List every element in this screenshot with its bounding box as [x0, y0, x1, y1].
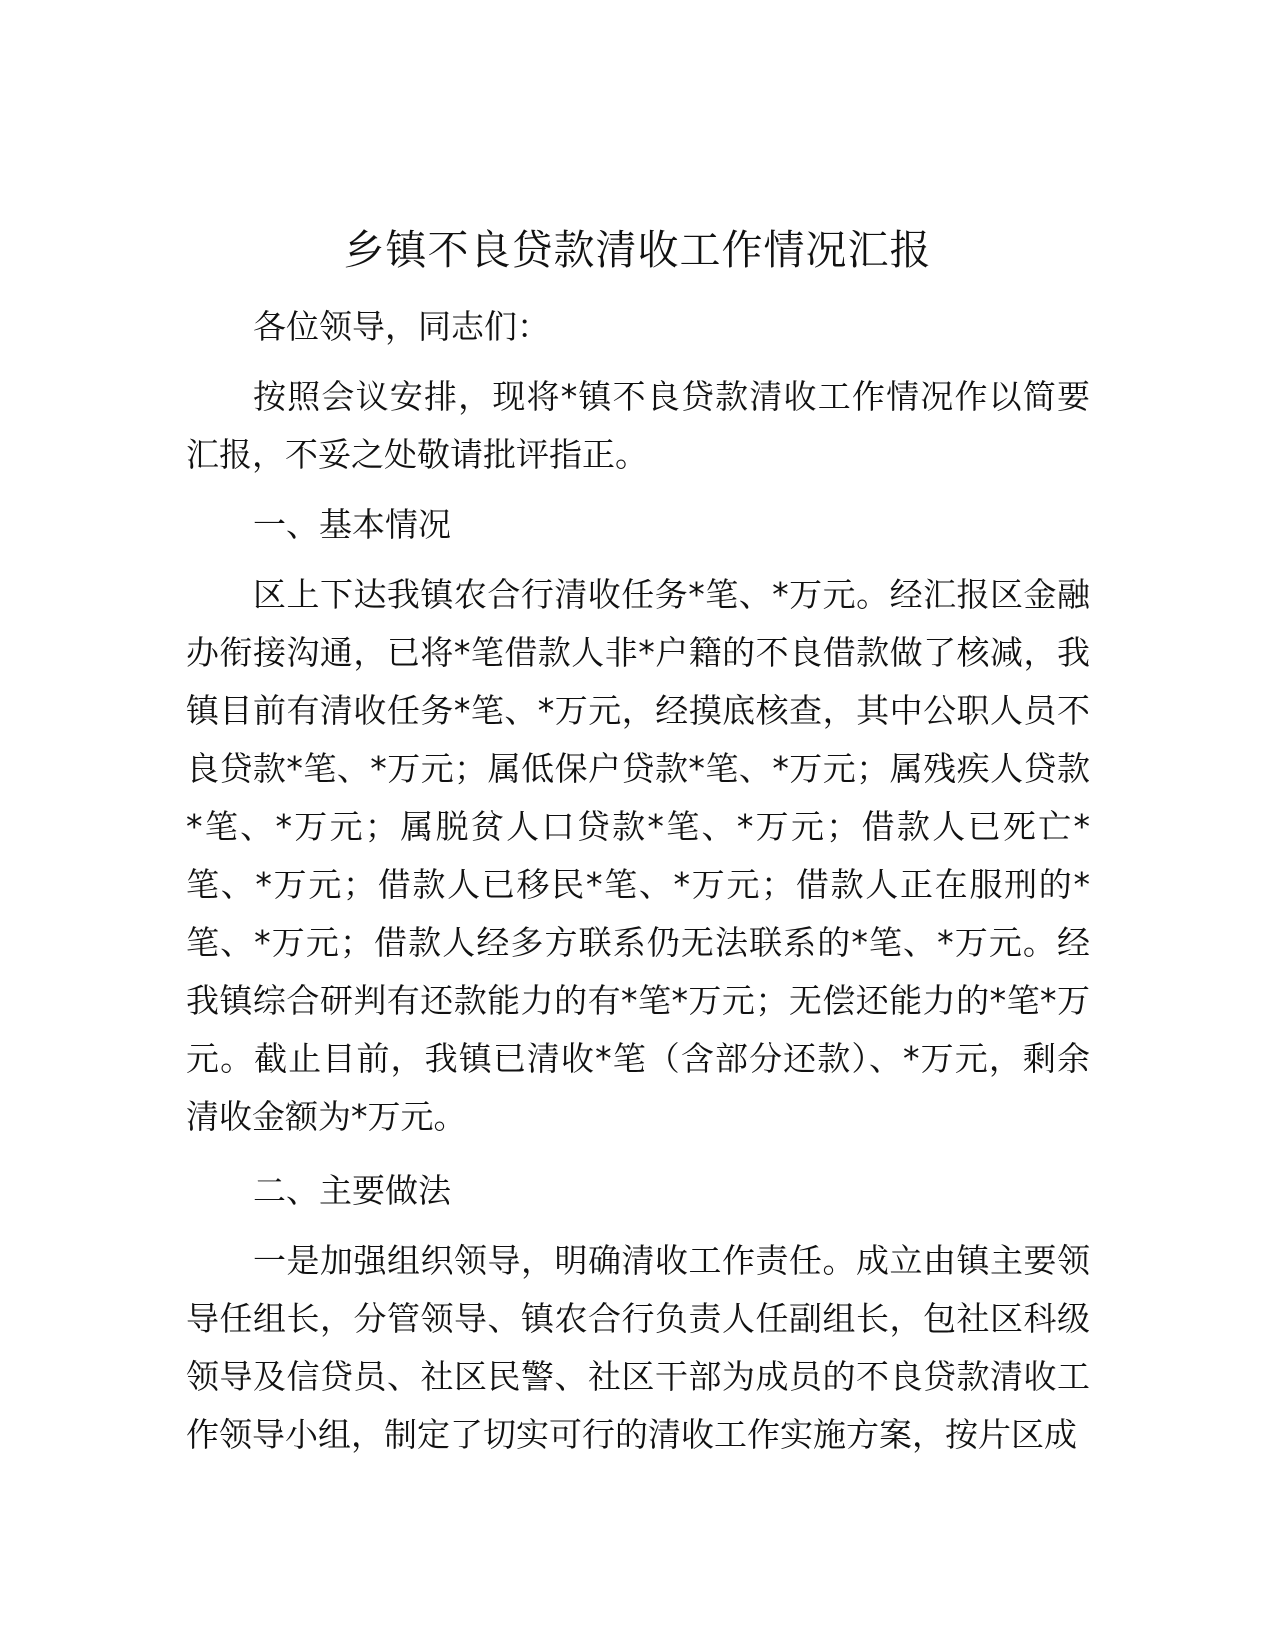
main-practices-paragraph: 一是加强组织领导，明确清收工作责任。成立由镇主要领导任组长，分管领导、镇农合行负责人任副组长，包社区科级领导及信贷员、社区民警、社区干部为成员的不良贷款清收工作领导小组，制定了切实可行的清收工作实施方案，按片区成: [186, 1241, 1090, 1454]
section-heading-main-practices: 二、主要做法: [253, 1171, 451, 1210]
section-heading-basic-situation: 一、基本情况: [253, 505, 451, 544]
intro-paragraph: 按照会议安排，现将*镇不良贷款清收工作情况作以简要汇报，不妥之处敬请批评指正。: [186, 377, 1090, 474]
basic-situation-paragraph: 区上下达我镇农合行清收任务*笔、*万元。经汇报区金融办衔接沟通，已将*笔借款人非*户籍的不良借款做了核减，我镇目前有清收任务*笔、*万元，经摸底核查，其中公职人员不良贷款*笔、*万元；属低保户贷款*笔、*万元；属残疾人贷款*笔、*万元；属脱贫人口贷款*笔、*万元；借款人已死亡*笔、*万元；借款人已移民*笔、*万元；借款人正在服刑的*笔、*万元；借款人经多方联系仍无法联系的*笔、*万元。经我镇综合研判有还款能力的有*笔*万元；无偿还能力的*笔*万元。截止目前，我镇已清收*笔（含部分还款）、*万元，剩余清收金额为*万元。: [186, 575, 1090, 1136]
salutation: 各位领导，同志们：: [253, 307, 550, 346]
document-title: 乡镇不良贷款清收工作情况汇报: [343, 226, 932, 274]
